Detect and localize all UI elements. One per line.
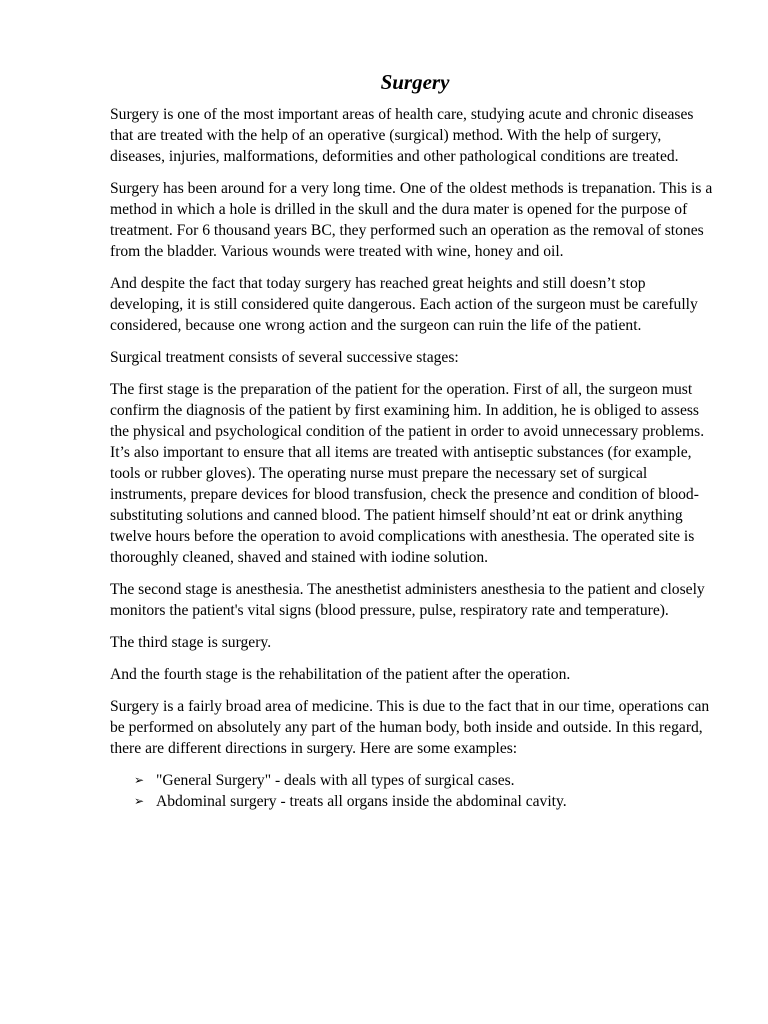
list-item-text: "General Surgery" - deals with all types of surgical cases.: [156, 772, 515, 789]
arrow-bullet-icon: ➢: [134, 773, 145, 787]
document-page: [110, 68, 720, 812]
paragraph-history: Surgery has been around for a very long time. One of the oldest methods is trepanation. This is a method in which a hole is drilled in the skull and the dura mater is opened for the purpose of treatment. For 6 thousand years BC, they performed such an operation as the removal of stones from the bladder. Various wounds were treated with wine, honey and oil.: [110, 180, 713, 260]
list-item-text: Abdominal surgery - treats all organs inside the abdominal cavity.: [156, 793, 567, 810]
paragraph-stages-intro: Surgical treatment consists of several successive stages:: [110, 349, 459, 366]
paragraph-intro: Surgery is one of the most important areas of health care, studying acute and chronic diseases that are treated with the help of an operative (surgical) method. With the help of surgery, diseases, injuries, malformations, deformities and other pathological conditions are treated.: [110, 106, 694, 165]
list-item: [134, 770, 720, 791]
document-title: Surgery: [380, 70, 450, 94]
paragraph-fourth-stage: And the fourth stage is the rehabilitation of the patient after the operation.: [110, 666, 571, 683]
paragraph-directions: Surgery is a fairly broad area of medicine. This is due to the fact that in our time, operations can be performed on absolutely any part of the human body, both inside and outside. In this regard, there are different directions in surgery. Here are some examples:: [110, 698, 710, 757]
list-item: [134, 791, 720, 812]
paragraph-danger: And despite the fact that today surgery has reached great heights and still doesn’t stop developing, it is still considered quite dangerous. Each action of the surgeon must be carefully considered, because one wrong action and the surgeon can ruin the life of the patient.: [110, 275, 698, 334]
surgery-directions-list: [110, 770, 720, 812]
paragraph-second-stage: The second stage is anesthesia. The anesthetist administers anesthesia to the patient and closely monitors the patient's vital signs (blood pressure, pulse, respiratory rate and temperature).: [110, 581, 705, 619]
paragraph-first-stage: The first stage is the preparation of the patient for the operation. First of all, the surgeon must confirm the diagnosis of the patient by first examining him. In addition, he is obliged to assess the physical and psychological condition of the patient in order to avoid unnecessary problems. It’s also important to ensure that all items are treated with antiseptic substances (for example, tools or rubber gloves). The operating nurse must prepare the necessary set of surgical instruments, prepare devices for blood transfusion, check the presence and condition of blood-substituting solutions and canned blood. The patient himself should’nt eat or drink anything twelve hours before the operation to avoid complications with anesthesia. The operated site is thoroughly cleaned, shaved and stained with iodine solution.: [110, 381, 705, 566]
paragraph-third-stage: The third stage is surgery.: [110, 634, 272, 651]
arrow-bullet-icon: ➢: [134, 794, 145, 808]
